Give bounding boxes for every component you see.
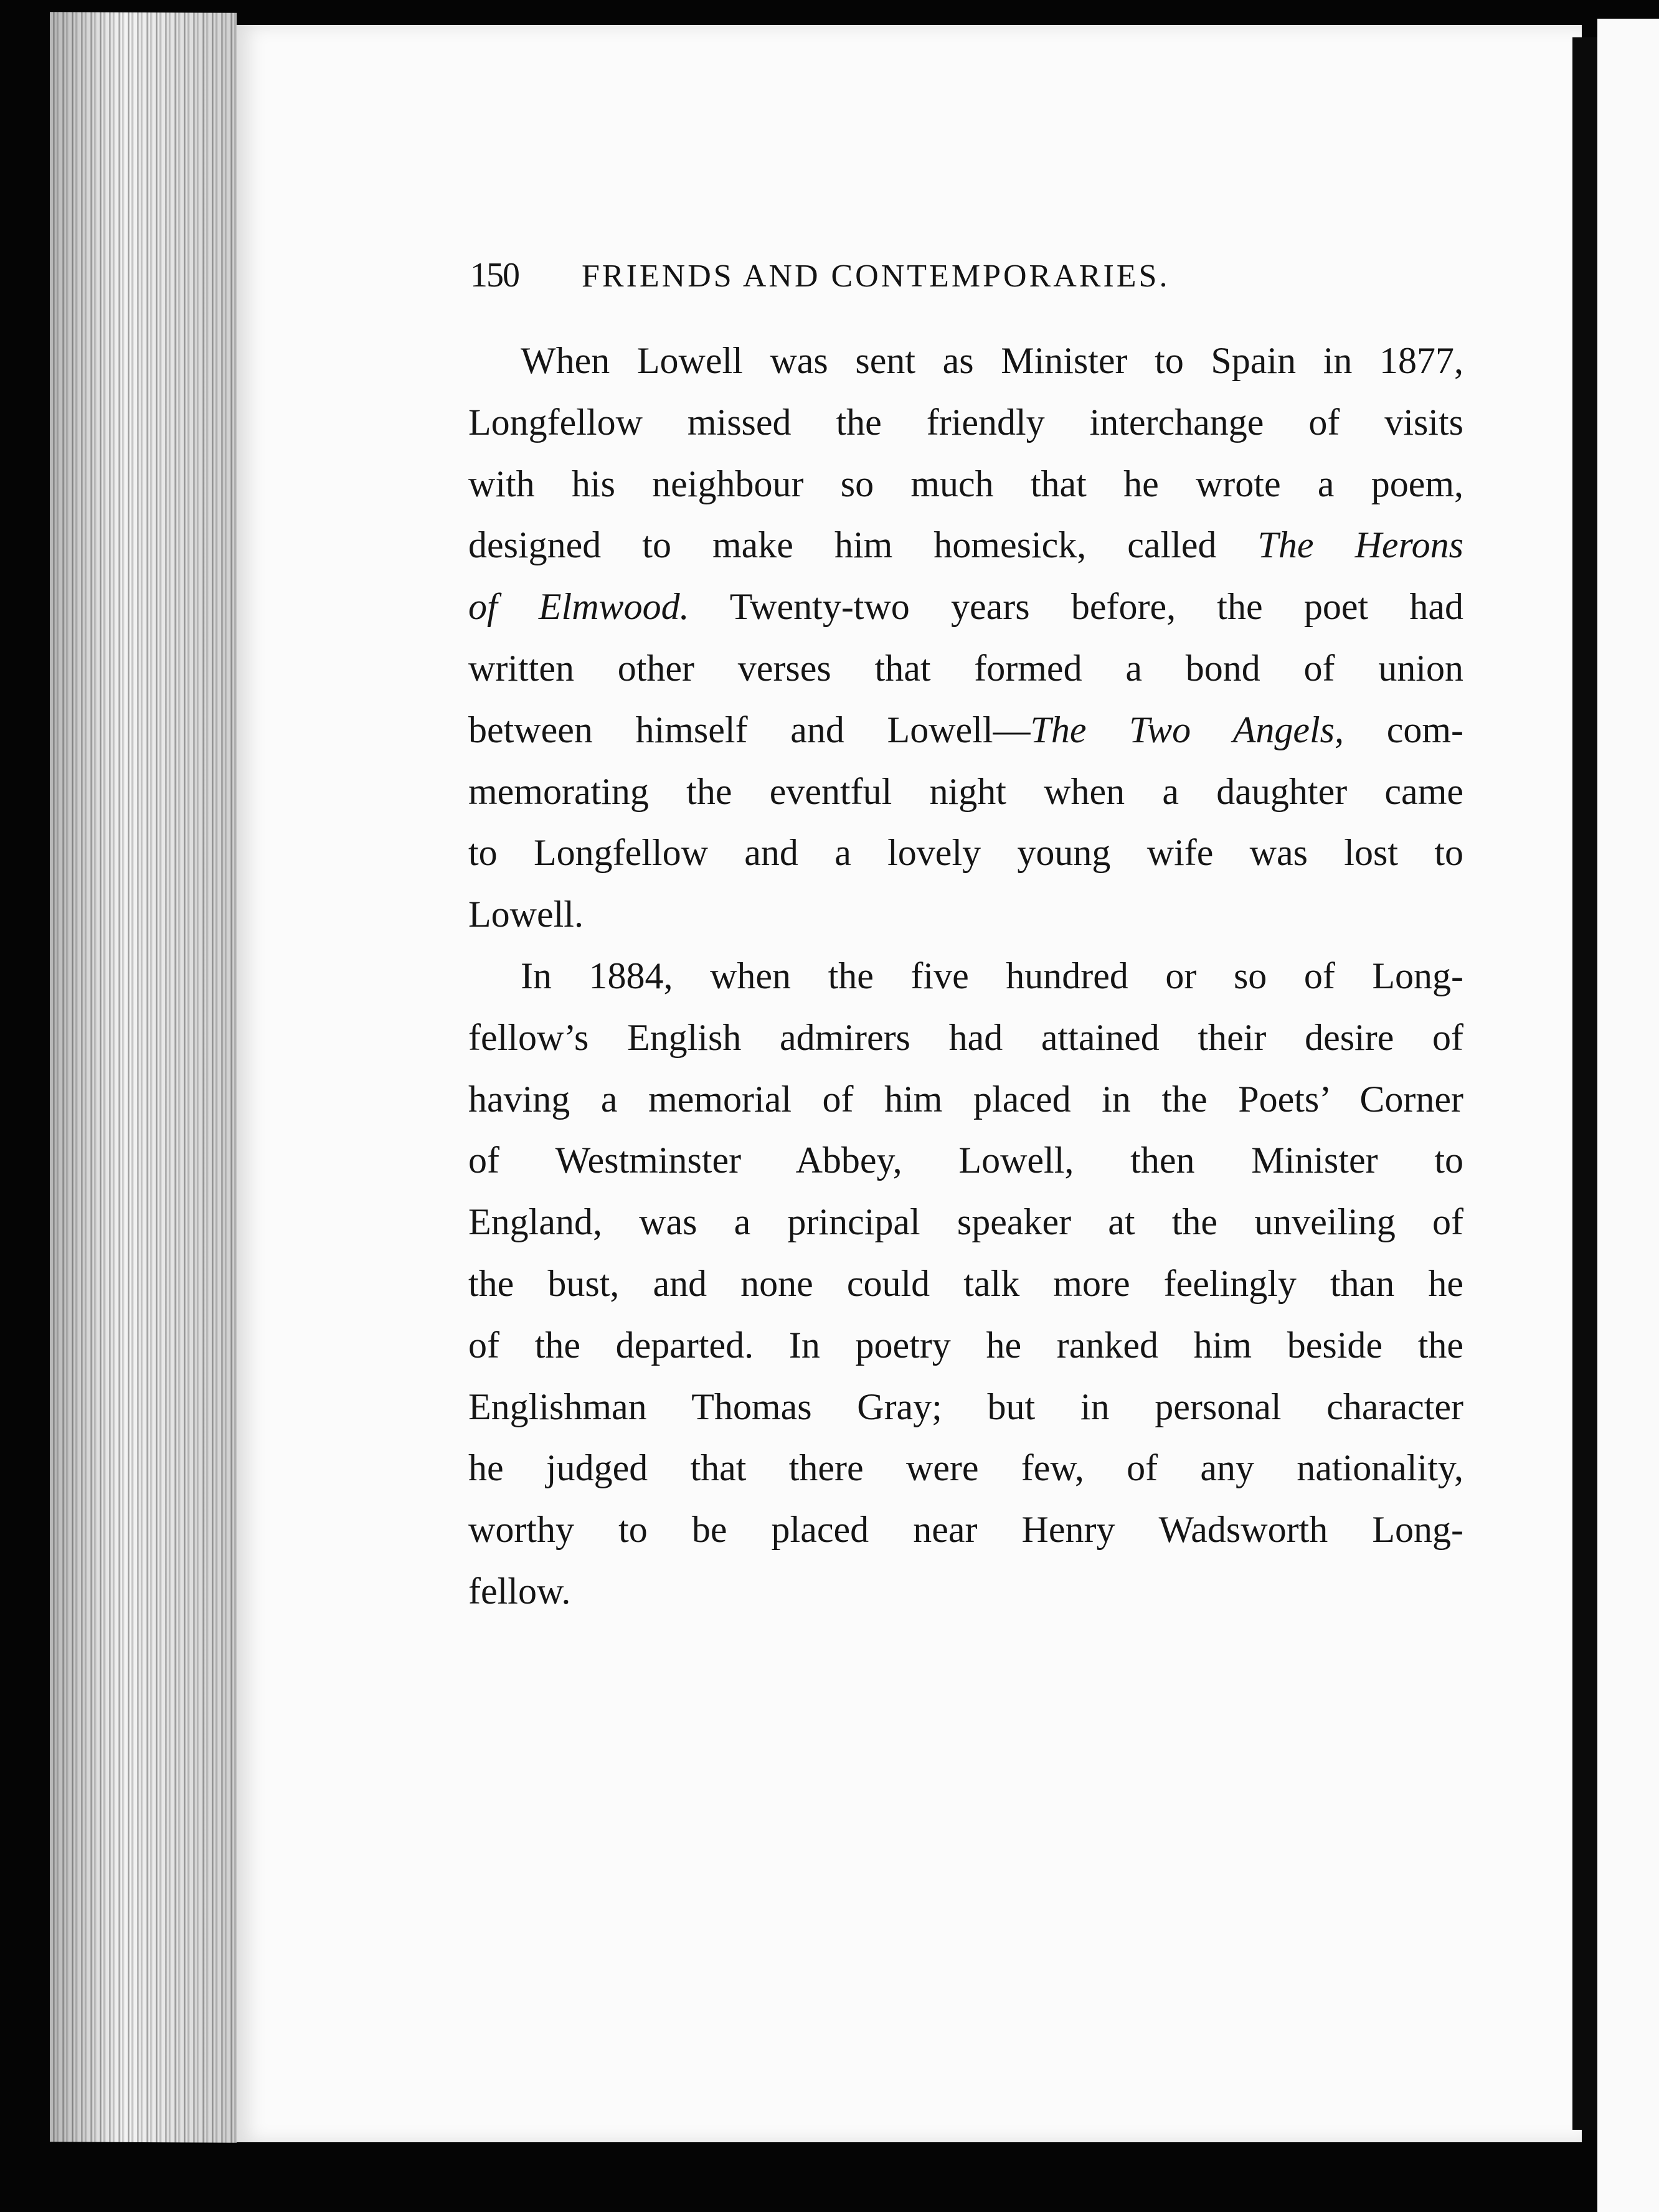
text-line: [468, 638, 1463, 699]
text-run: fellow’s English admirers had attained their desire of: [468, 1016, 1463, 1058]
text-line: [468, 1376, 1463, 1438]
text-run: with his neighbour so much that he wrote a poem,: [468, 463, 1463, 504]
text-line: [468, 822, 1463, 884]
text-run: of Westminster Abbey, Lowell, then Minister to: [468, 1140, 1463, 1181]
text-run: worthy to be placed near Henry Wadsworth Long-: [468, 1509, 1463, 1551]
body-text: [468, 330, 1463, 1622]
text-line: [468, 761, 1463, 823]
text-run: the bust, and none could talk more feelingly than he: [468, 1262, 1463, 1304]
text-run: In 1884, when the five hundred or so of Long-: [521, 955, 1463, 996]
text-run: England, was a principal speaker at the unveiling of: [468, 1201, 1463, 1243]
paragraph: [468, 330, 1463, 945]
running-head: [470, 255, 1342, 299]
text-line: [468, 1253, 1463, 1315]
text-line: [468, 514, 1463, 576]
text-line: [468, 1437, 1463, 1499]
text-run: written other verses that formed a bond of union: [468, 647, 1463, 689]
italic-title: The Two Angels,: [1030, 709, 1345, 750]
text-run: Longfellow missed the friendly interchange of visits: [468, 401, 1463, 443]
text-run: designed to make him homesick, called: [468, 524, 1258, 566]
text-line: [468, 1561, 1463, 1622]
facing-page-edge: [1597, 19, 1659, 2212]
text-run: fellow.: [468, 1570, 571, 1612]
italic-title: The Herons: [1257, 524, 1463, 566]
text-run: he judged that there were few, of any nationality,: [468, 1447, 1463, 1489]
text-line: [468, 699, 1463, 761]
book-gutter: [1572, 37, 1597, 2130]
text-line: [468, 1191, 1463, 1253]
text-run: When Lowell was sent as Minister to Spain in 1877,: [521, 340, 1463, 381]
text-line: [468, 945, 1463, 1007]
text-line: [468, 1130, 1463, 1191]
text-line: [468, 1499, 1463, 1561]
text-run: Lowell.: [468, 894, 584, 935]
text-run: of the departed. In poetry he ranked him beside the: [468, 1324, 1463, 1366]
running-title: FRIENDS AND CONTEMPORARIES.: [582, 258, 1170, 294]
text-line: [468, 1315, 1463, 1376]
text-run: Englishman Thomas Gray; but in personal character: [468, 1386, 1463, 1427]
text-run: between himself and Lowell—: [468, 709, 1031, 750]
text-line: [468, 1007, 1463, 1069]
text-run: Twenty-two years before, the poet had: [689, 586, 1463, 628]
text-line: [468, 576, 1463, 638]
italic-title: of Elmwood.: [468, 586, 689, 628]
text-line: [468, 884, 1463, 945]
text-line: [468, 392, 1463, 453]
book-page-edges: [50, 12, 237, 2143]
paragraph: [468, 945, 1463, 1622]
text-run: com-: [1344, 709, 1463, 750]
text-run: memorating the eventful night when a daughter came: [468, 770, 1463, 812]
text-run: having a memorial of him placed in the Poets’ Corner: [468, 1078, 1463, 1120]
text-line: [468, 1069, 1463, 1130]
text-run: to Longfellow and a lovely young wife was lost to: [468, 832, 1463, 874]
text-line: [468, 330, 1463, 392]
text-line: [468, 453, 1463, 515]
page-number: 150: [470, 256, 519, 295]
